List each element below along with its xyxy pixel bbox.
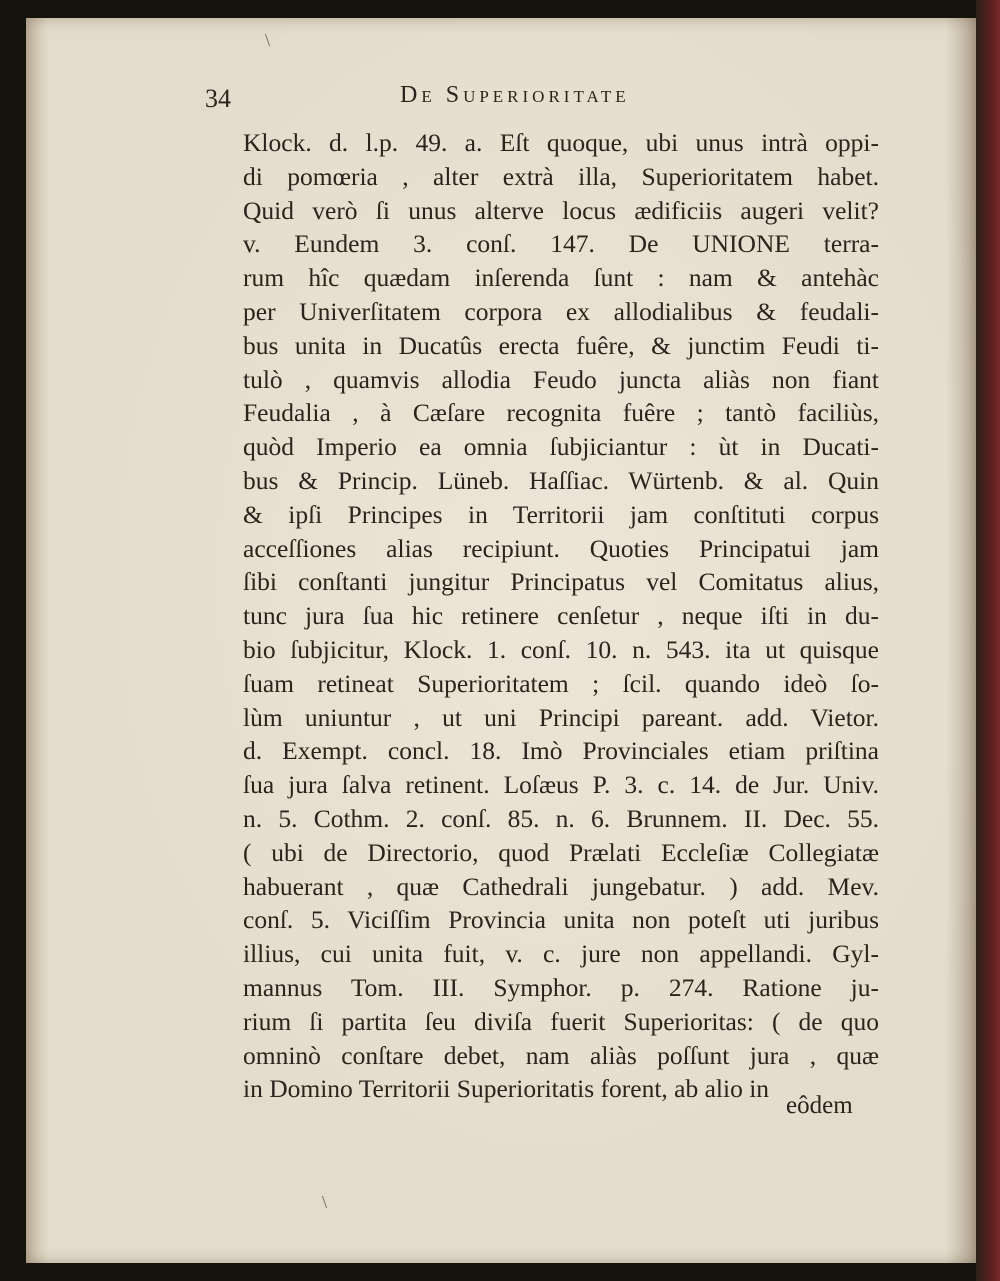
text-line: illius, cui unita fuit, v. c. jure non appellandi. Gyl- bbox=[243, 939, 879, 969]
text-line: lùm uniuntur , ut uni Principi pareant. add. Vietor. bbox=[243, 702, 879, 732]
text-line: rum hîc quædam inſerenda ſunt : nam & antehàc bbox=[243, 263, 879, 293]
text-line: bus & Princip. Lüneb. Haſſiac. Würtenb. & al. Quin bbox=[243, 465, 879, 495]
text-line: ( ubi de Directorio, quod Prælati Eccleſiæ Collegiatæ bbox=[243, 837, 879, 867]
page-number: 34 bbox=[205, 84, 231, 113]
text-line: rium ſi partita ſeu diviſa fuerit Superioritas: ( de quo bbox=[243, 1006, 879, 1036]
text-line: & ipſi Principes in Territorii jam conſtituti corpus bbox=[243, 499, 879, 529]
text-line: di pomœria , alter extrà illa, Superioritatem habet. bbox=[243, 161, 879, 191]
text-line: d. Exempt. concl. 18. Imò Provinciales etiam priſtina bbox=[243, 736, 879, 766]
catchword: eôdem bbox=[786, 1092, 853, 1119]
text-line: ſuam retineat Superioritatem ; ſcil. quando ideò ſo- bbox=[243, 668, 879, 698]
text-line: mannus Tom. III. Symphor. p. 274. Ratione ju- bbox=[243, 972, 879, 1002]
body-text bbox=[243, 126, 879, 1106]
text-line: Quid verò ſi unus alterve locus ædificiis augeri velit? bbox=[243, 195, 879, 225]
text-line: omninò conſtare debet, nam aliàs poſſunt jura , quæ bbox=[243, 1040, 879, 1070]
text-line: per Univerſitatem corpora ex allodialibus & feudali- bbox=[243, 296, 879, 326]
page-header bbox=[195, 78, 895, 118]
text-line: bus unita in Ducatûs erecta fuêre, & junctim Feudi ti- bbox=[243, 330, 879, 360]
paper-mark: \ bbox=[322, 1192, 328, 1212]
text-line: quòd Imperio ea omnia ſubjiciantur : ùt in Ducati- bbox=[243, 432, 879, 462]
book-edge bbox=[976, 0, 1000, 1281]
text-line: habuerant , quæ Cathedrali jungebatur. ) add. Mev. bbox=[243, 871, 879, 901]
text-line: v. Eundem 3. conſ. 147. De UNIONE terra- bbox=[243, 229, 879, 259]
text-line: in Domino Territorii Superioritatis forent, ab alio in bbox=[243, 1074, 770, 1104]
text-line: Klock. d. l.p. 49. a. Eſt quoque, ubi unus intrà oppi- bbox=[243, 128, 879, 157]
text-line: Feudalia , à Cæſare recognita fuêre ; tantò faciliùs, bbox=[243, 398, 879, 428]
text-line: bio ſubjicitur, Klock. 1. conſ. 10. n. 543. ita ut quisque bbox=[243, 634, 879, 664]
text-line: ſua jura ſalva retinent. Loſæus P. 3. c. 14. de Jur. Univ. bbox=[243, 770, 879, 800]
text-line: tunc jura ſua hic retinere cenſetur , neque iſti in du- bbox=[243, 601, 879, 631]
text-line: acceſſiones alias recipiunt. Quoties Principatui jam bbox=[243, 533, 879, 563]
text-line: n. 5. Cothm. 2. conſ. 85. n. 6. Brunnem. II. Dec. 55. bbox=[243, 803, 879, 833]
running-title: De Superioritate bbox=[400, 82, 630, 108]
paper-mark: \ bbox=[265, 30, 271, 50]
text-line: ſibi conſtanti jungitur Principatus vel Comitatus alius, bbox=[243, 567, 879, 597]
text-line: tulò , quamvis allodia Feudo juncta aliàs non fiant bbox=[243, 364, 879, 394]
text-line: conſ. 5. Viciſſim Provincia unita non poteſt uti juribus bbox=[243, 905, 879, 935]
